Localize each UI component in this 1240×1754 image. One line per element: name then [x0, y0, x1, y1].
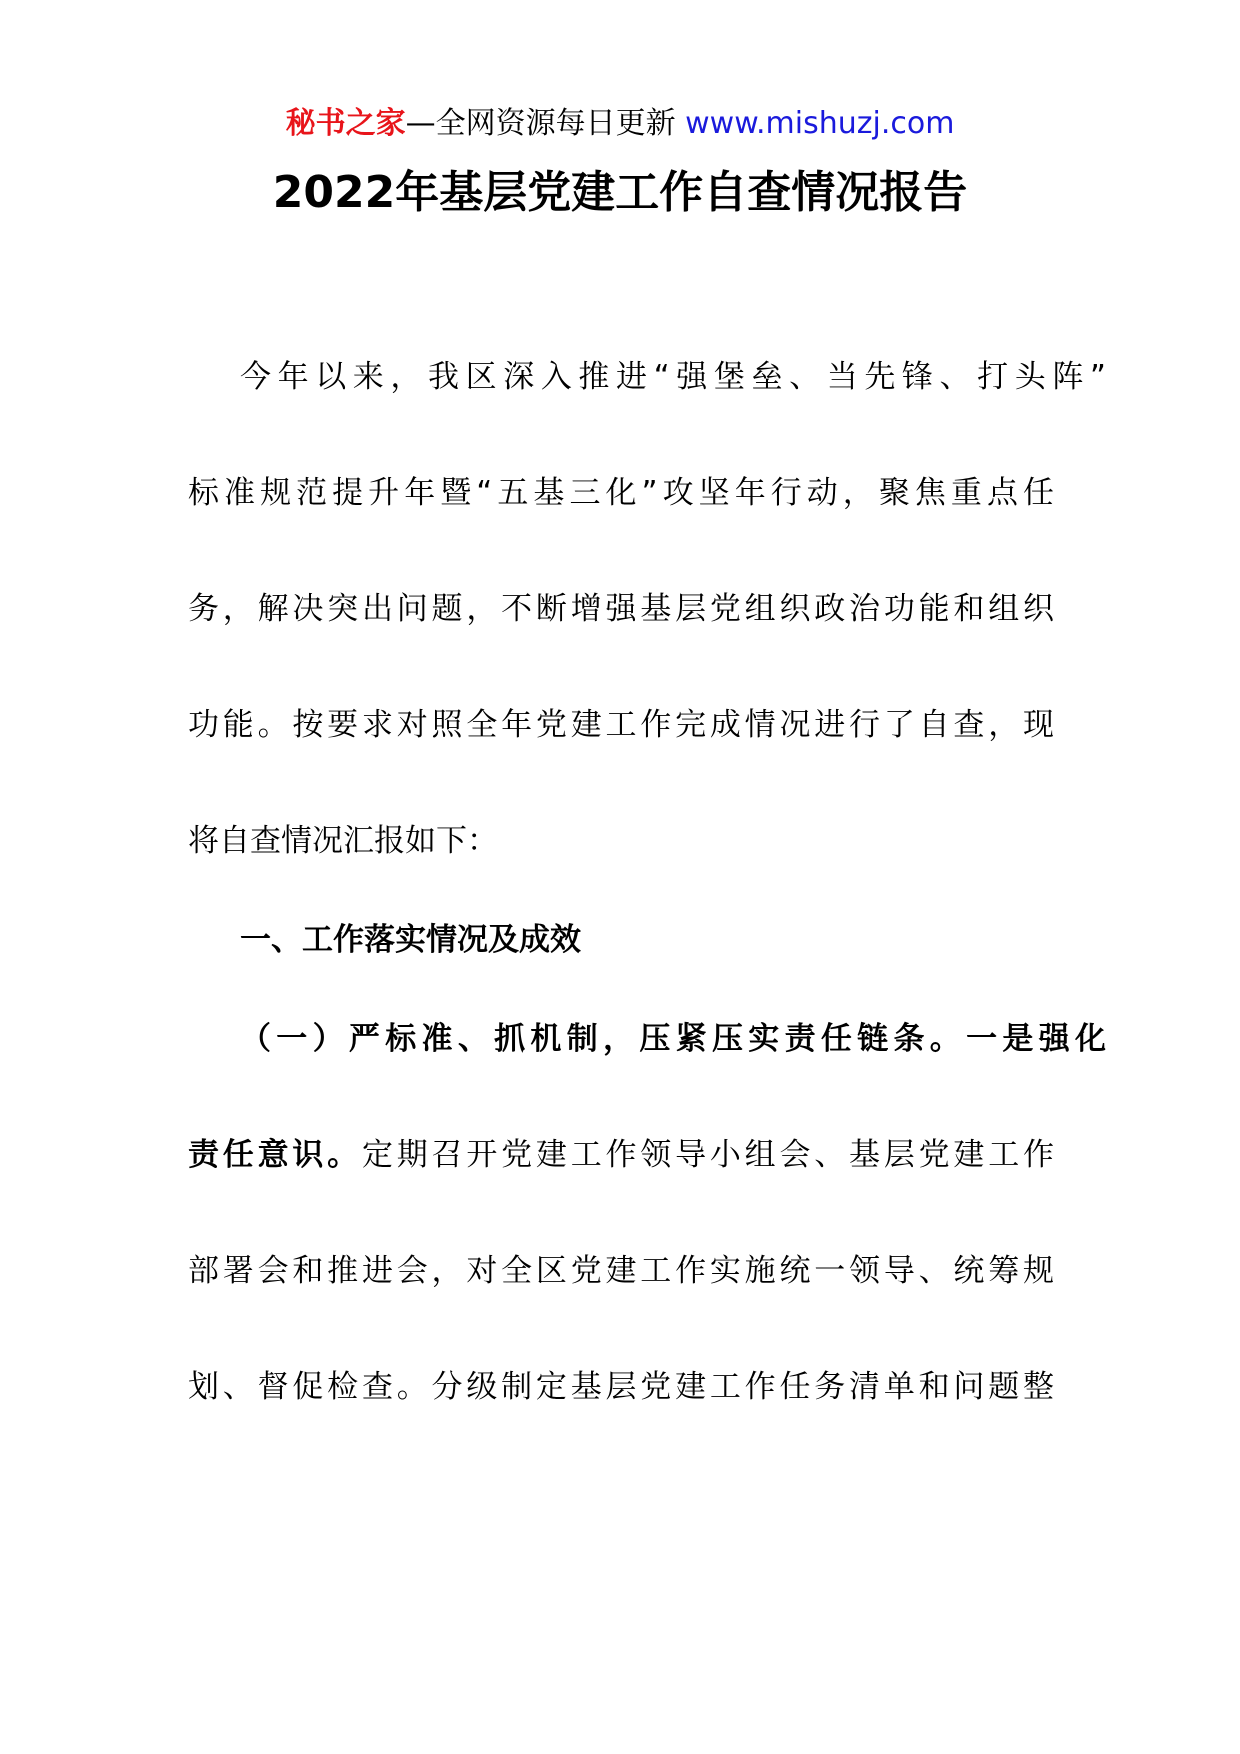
intro-line-5: 将自查情况汇报如下： [188, 823, 498, 859]
point-lead-part1: 一是强化 [966, 1021, 1107, 1057]
document-title: 2022年基层党建工作自查情况报告 [272, 167, 968, 218]
section-heading: 一、工作落实情况及成效 [240, 922, 581, 958]
subsection-line-4: 划、督促检查。分级制定基层党建工作任务清单和问题整 [188, 1369, 1054, 1405]
intro-line-3: 务，解决突出问题，不断增强基层党组织政治功能和组织 [188, 591, 1054, 627]
intro-line-2: 标准规范提升年暨“五基三化”攻坚年行动，聚焦重点任 [188, 475, 1054, 511]
subsection-line-1 [240, 1019, 1106, 1059]
intro-line-4: 功能。按要求对照全年党建工作完成情况进行了自查，现 [188, 707, 1054, 743]
subsection-heading: （一）严标准、抓机制，压紧压实责任链条。 [240, 1021, 967, 1057]
subsection-line-2-rest: 定期召开党建工作领导小组会、基层党建工作 [361, 1137, 1055, 1173]
site-header [0, 104, 1240, 144]
site-url-link[interactable]: www.mishuzj.com [685, 106, 955, 141]
subsection-line-3: 部署会和推进会，对全区党建工作实施统一领导、统筹规 [188, 1253, 1054, 1289]
site-name: 秘书之家 [285, 106, 406, 141]
subsection-line-2 [188, 1135, 1054, 1175]
intro-line-1: 今年以来，我区深入推进“强堡垒、当先锋、打头阵” [240, 359, 1106, 395]
site-slogan: —全网资源每日更新 [405, 106, 676, 141]
point-lead-part2: 责任意识。 [188, 1137, 362, 1173]
